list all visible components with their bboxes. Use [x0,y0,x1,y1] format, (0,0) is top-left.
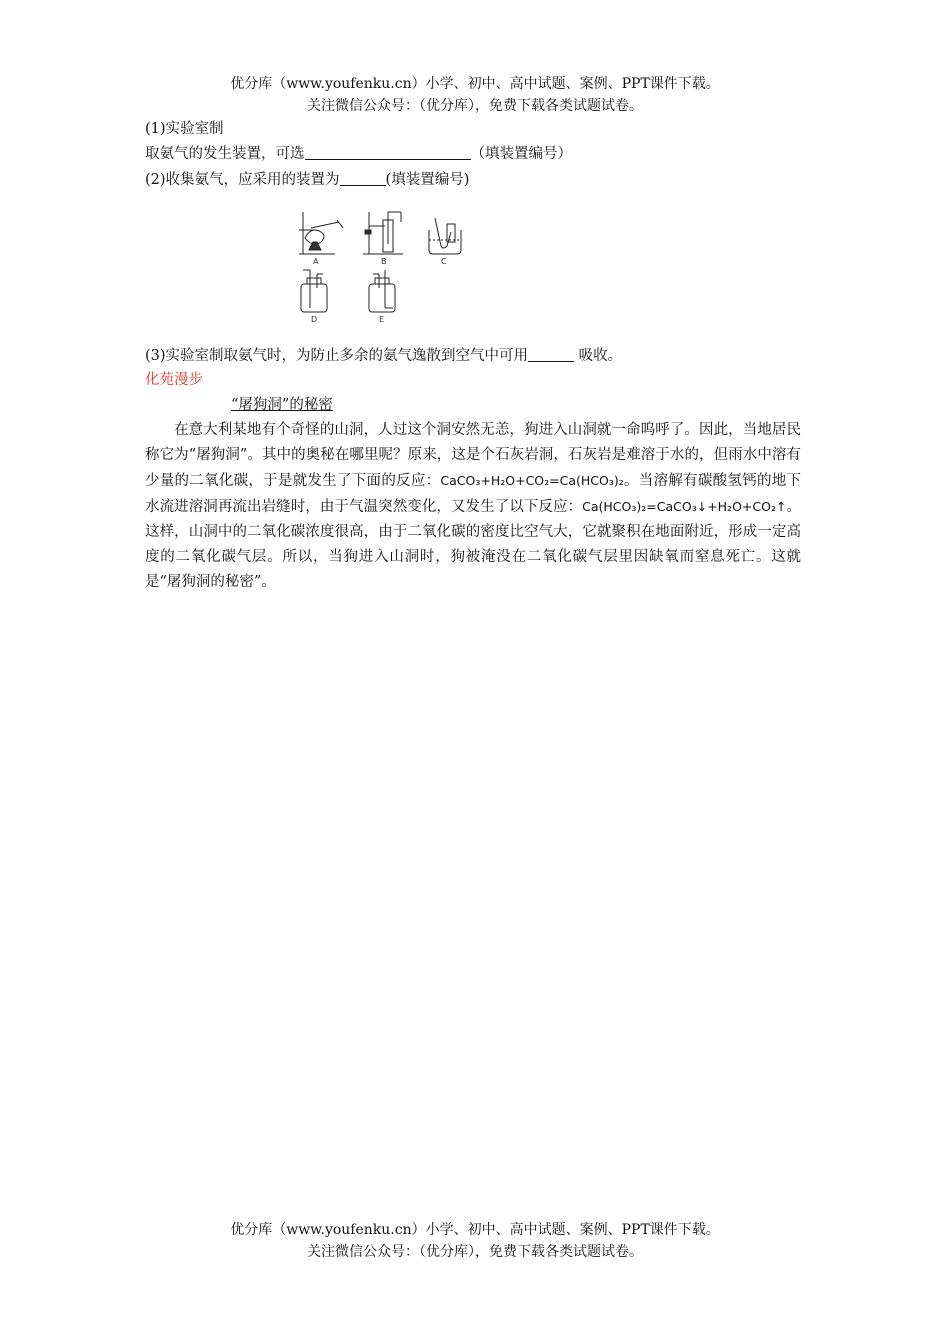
apparatus-e-icon [369,270,395,312]
article-title-text: “屠狗洞”的秘密 [231,397,333,413]
apparatus-figure [293,208,473,324]
article-title [231,394,333,416]
figure-label-d: D [311,315,318,324]
question-3-line [145,345,622,367]
answer-blank-3[interactable] [528,347,574,362]
equation-2: Ca(HCO₃)₂=CaCO₃↓+H₂O+CO₂↑ [582,499,787,514]
footer-line-1: 优分库（www.youfenku.cn）小学、初中、高中试题、案例、PPT课件下载。 [230,1222,720,1238]
header-line-2: 关注微信公众号：（优分库），免费下载各类试题试卷。 [307,98,643,114]
figure-label-e: E [379,315,385,324]
question-3-tail: 吸收。 [574,348,623,364]
answer-blank-1[interactable] [305,145,471,160]
page-footer [0,1219,950,1263]
paragraph-text-2: 。当溶解有碳酸氢钙的地下水流进溶洞再流出岩缝时，由于气温突然变化，又发生了以下反应： [145,473,802,515]
apparatus-a-icon [299,212,343,254]
question-1-text: 取氨气的发生装置，可选 [145,146,305,162]
answer-blank-2[interactable] [340,171,386,186]
question-2-text: (2)收集氨气，应采用的装置为 [145,172,340,188]
apparatus-b-icon [363,212,403,254]
question-1-hint: （填装置编号） [470,146,572,162]
paragraph-text-3: 。这样，山洞中的二氧化碳浓度很高，由于二氧化碳的密度比空气大，它就聚积在地面附近，形成一定高度的二氧化碳气层。所以，当狗进入山洞时，狗被淹没在二氧化碳气层里因缺氧而窒息死亡。这就是“屠狗洞的秘密”。 [145,499,802,590]
question-2-hint: (填装置编号) [385,172,470,188]
question-1-line-1: (1)实验室制 [145,121,224,137]
header-line-1: 优分库（www.youfenku.cn）小学、初中、高中试题、案例、PPT课件下载。 [230,76,720,92]
figure-label-c: C [441,257,447,266]
figure-label-a: A [313,257,319,266]
apparatus-d-icon [301,270,327,312]
figure-label-b: B [381,257,387,266]
paragraph-text-1: 在意大利某地有个奇怪的山洞，人过这个洞安然无恙，狗进入山洞就一命呜呼了。因此，当地居民称它为“屠狗洞”。其中的奥秘在哪里呢？原来，这是个石灰岩洞，石灰岩是难溶于水的，但雨水中溶有少量的二氧化碳，于是就发生了下面的反应： [145,422,801,489]
article-paragraph [145,418,801,595]
apparatus-c-icon [429,218,461,254]
page-header [0,73,950,117]
section-heading: 化苑漫步 [145,372,203,388]
question-3-text: (3)实验室制取氨气时，为防止多余的氨气逸散到空气中可用 [145,348,529,364]
question-1-line-2 [145,143,572,165]
equation-1: CaCO₃+H₂O+CO₂=Ca(HCO₃)₂ [440,473,624,488]
footer-line-2: 关注微信公众号：（优分库），免费下载各类试题试卷。 [307,1244,643,1260]
question-2-line [145,169,469,191]
